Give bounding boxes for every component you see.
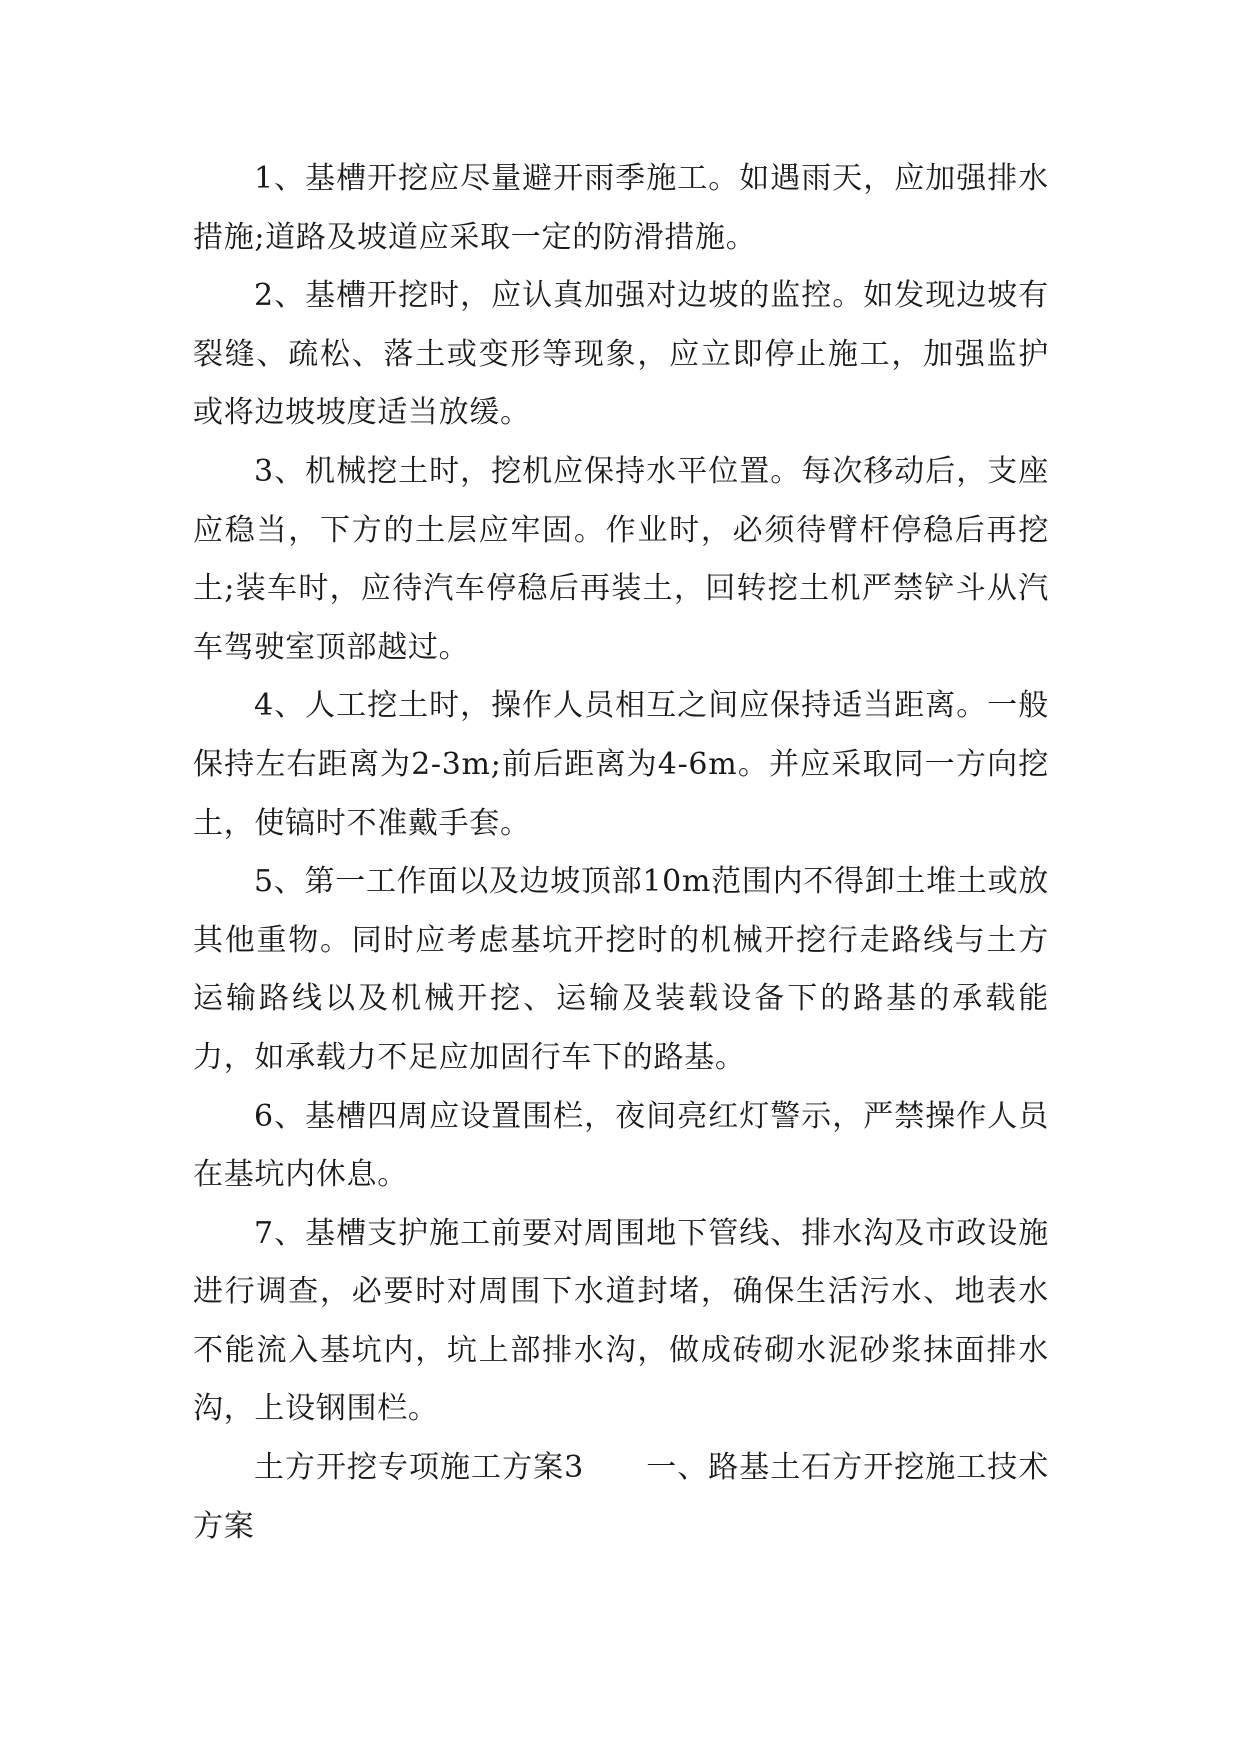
paragraph-6: 6、基槽四周应设置围栏，夜间亮红灯警示，严禁操作人员在基坑内休息。	[193, 1098, 1049, 1193]
paragraph-3: 3、机械挖土时，挖机应保持水平位置。每次移动后，支座应稳当，下方的土层应牢固。作业时，必须待臂杆停稳后再挖土;装车时，应待汽车停稳后再装土，回转挖土机严禁铲斗从汽车驾驶室顶部越过。	[193, 453, 1049, 665]
paragraph-1: 1、基槽开挖应尽量避开雨季施工。如遇雨天，应加强排水措施;道路及坡道应采取一定的防滑措施。	[193, 161, 1049, 255]
paragraph-2: 2、基槽开挖时，应认真加强对边坡的监控。如发现边坡有裂缝、疏松、落土或变形等现象，应立即停止施工，加强监护或将边坡坡度适当放缓。	[193, 278, 1049, 431]
section-heading: 土方开挖专项施工方案3 一、路基土石方开挖施工技术方案	[193, 1450, 1049, 1544]
paragraph-7: 7、基槽支护施工前要对周围地下管线、排水沟及市政设施进行调查，必要时对周围下水道封堵，确保生活污水、地表水不能流入基坑内，坑上部排水沟，做成砖砌水泥砂浆抹面排水沟，上设钢围栏。	[193, 1215, 1049, 1427]
paragraph-5: 5、第一工作面以及边坡顶部10m范围内不得卸土堆土或放其他重物。同时应考虑基坑开挖时的机械开挖行走路线与土方运输路线以及机械开挖、运输及装载设备下的路基的承载能力，如承载力不足应加固行车下的路基。	[193, 864, 1049, 1075]
paragraph-4: 4、人工挖土时，操作人员相互之间应保持适当距离。一般保持左右距离为2-3m;前后距离为4-6m。并应采取同一方向挖土，使镐时不准戴手套。	[193, 688, 1049, 841]
document-body	[193, 150, 1049, 1556]
